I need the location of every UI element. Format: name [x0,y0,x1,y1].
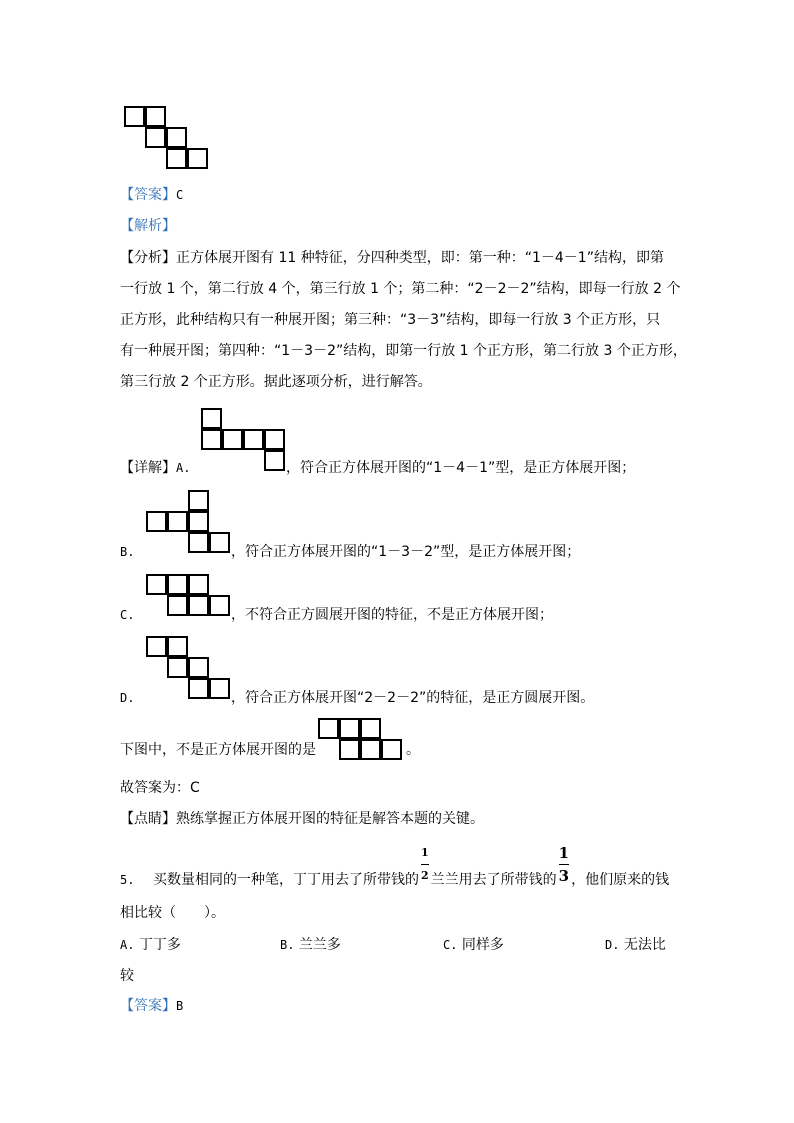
cube-net-conclusion [318,718,404,760]
conclusion-text: 下图中，不是正方体展开图的是 [120,742,316,758]
answer-tag: 【答案】 [120,998,176,1014]
option-a: A. 丁丁多 [120,937,181,953]
question-number: 5. [120,873,135,887]
answer-line-q5 [120,996,183,1016]
analysis-text: 正方体展开图有 11 种特征，分四种类型，即：第一种：“1－4－1”结构，即第 [176,250,664,266]
tip-text: 熟练掌握正方体展开图的特征是解答本题的关键。 [176,811,484,827]
analysis-line-1 [120,248,664,268]
tip-line [120,809,484,829]
question-text-1: 买数量相同的一种笔，丁丁用去了所带钱的 [153,872,419,888]
detail-b-label: B. [120,545,135,559]
option-d: D. 无法比 [605,937,666,953]
answer-tag: 【答案】 [120,187,176,203]
fraction-one-third: $\frac{1}{3}$ [558,844,570,885]
detail-d-label: D. [120,691,135,705]
option-b: B. 兰兰多 [280,937,341,953]
detail-c-text: ，不符合正方圆展开图的特征，不是正方体展开图； [231,607,553,623]
conclusion-end: 。 [406,742,420,758]
question-text-3: ，他们原来的钱 [571,872,670,888]
conclusion-line [120,718,420,760]
analysis-tag: 【分析】 [120,250,176,266]
option-d-wrap: 较 [120,968,134,984]
question-text-2: 兰兰用去了所带钱的 [430,872,557,888]
analysis-line-3: 正方形，此种结构只有一种展开图；第三种：“3－3”结构，即每一行放 3 个正方形，只 [120,312,661,328]
answer-value: C [176,188,184,202]
detail-a-line [120,458,190,478]
detail-d-text: ，符合正方体展开图“2－2－2”的特征，是正方圆展开图。 [231,690,595,706]
question-line-1 [120,846,669,890]
answer-line [120,185,183,205]
option-label: A. [176,461,191,475]
analysis-line-4: 有一种展开图；第四种：“1－3－2”结构，即第一行放 1 个正方形，第二行放 3 个正方形， [120,343,687,359]
analysis-line-2: 一行放 1 个，第二行放 4 个，第三行放 1 个；第二种：“2－2－2”结构，即每一行放 2 个 [120,281,681,297]
detail-b-text: ，符合正方体展开图的“1－3－2”型，是正方体展开图； [231,544,581,560]
final-answer: 故答案为：C [120,780,200,796]
answer-value: B [176,999,184,1013]
analysis-heading: 【解析】 [120,218,176,234]
analysis-line-5: 第三行放 2 个正方形。据此逐项分析，进行解答。 [120,374,432,390]
fraction-one-half: $\frac{1}{2}$ [421,846,429,882]
option-c: C. 同样多 [443,937,504,953]
detail-c-label: C. [120,608,135,622]
detail-tag: 【详解】 [120,460,176,476]
detail-a-text: ，符合正方体展开图的“1－4－1”型，是正方体展开图； [286,460,636,476]
tip-tag: 【点睛】 [120,811,176,827]
question-text-line2: 相比较（ ）。 [120,905,225,921]
